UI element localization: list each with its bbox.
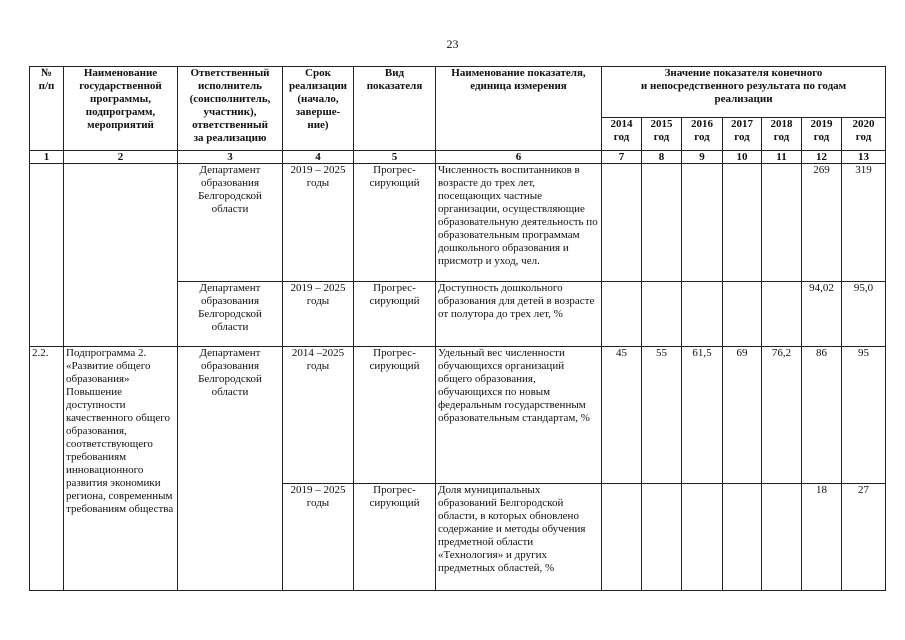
value-2018 <box>762 484 802 591</box>
header-kind: Вид показателя <box>354 67 436 151</box>
value-2014 <box>602 282 642 347</box>
value-2019: 94,02 <box>802 282 842 347</box>
value-2014 <box>602 484 642 591</box>
table-row <box>30 164 886 282</box>
value-2016 <box>682 484 723 591</box>
value-2020: 95,0 <box>842 282 886 347</box>
indicator-kind: Прогрес- сирующий <box>354 282 436 347</box>
program-name: Подпрограмма 2. «Развитие общего образования» Повышение доступности качественного общего образования, соответствующего требованиям инновационного развития экономики региона, современным требованиям общества <box>64 347 178 591</box>
row-number: 2.2. <box>30 347 64 591</box>
value-2020: 319 <box>842 164 886 282</box>
executor: Департамент образования Белгородской области <box>178 282 283 347</box>
value-2015 <box>642 164 682 282</box>
column-number: 6 <box>436 151 602 164</box>
page-number: 23 <box>446 37 459 51</box>
term: 2014 –2025 годы <box>283 347 354 484</box>
column-number: 12 <box>802 151 842 164</box>
indicator-name: Численность воспитанников в возрасте до трех лет, посещающих частные организации, осуществляющие образовательную деятельность по образовательным программам дошкольного образования и присмотр и уход, чел. <box>436 164 602 282</box>
value-2015 <box>642 484 682 591</box>
value-2017 <box>723 164 762 282</box>
term: 2019 – 2025 годы <box>283 484 354 591</box>
column-number: 5 <box>354 151 436 164</box>
term: 2019 – 2025 годы <box>283 164 354 282</box>
value-2019: 18 <box>802 484 842 591</box>
column-number: 1 <box>30 151 64 164</box>
value-2015: 55 <box>642 347 682 484</box>
value-2014 <box>602 164 642 282</box>
header-year: 2014 год <box>602 118 642 151</box>
program-name <box>64 164 178 347</box>
header-year: 2019 год <box>802 118 842 151</box>
indicator-name: Доля муниципальных образований Белгородской области, в которых обновлено содержание и методы обучения предметной области «Технология» и других предметных областей, % <box>436 484 602 591</box>
executor: Департамент образования Белгородской области <box>178 164 283 282</box>
header-executor: Ответственный исполнитель (соисполнитель, участник), ответственный за реализацию <box>178 67 283 151</box>
value-2019: 269 <box>802 164 842 282</box>
indicator-name: Доступность дошкольного образования для детей в возрасте от полутора до трех лет, % <box>436 282 602 347</box>
header-year: 2017 год <box>723 118 762 151</box>
column-number: 7 <box>602 151 642 164</box>
header-values-group: Значение показателя конечного и непосредственного результата по годам реализации <box>602 67 886 118</box>
value-2018 <box>762 164 802 282</box>
header-year: 2018 год <box>762 118 802 151</box>
indicator-kind: Прогрес- сирующий <box>354 164 436 282</box>
table-row <box>30 347 886 484</box>
executor: Департамент образования Белгородской области <box>178 347 283 591</box>
column-number: 8 <box>642 151 682 164</box>
value-2016 <box>682 164 723 282</box>
indicator-kind: Прогрес- сирующий <box>354 347 436 484</box>
column-number-row <box>30 151 886 164</box>
value-2017: 69 <box>723 347 762 484</box>
term: 2019 – 2025 годы <box>283 282 354 347</box>
column-number: 4 <box>283 151 354 164</box>
indicator-kind: Прогрес- сирующий <box>354 484 436 591</box>
column-number: 9 <box>682 151 723 164</box>
header-program: Наименование государственной программы, подпрограмм, мероприятий <box>64 67 178 151</box>
value-2017 <box>723 484 762 591</box>
header-num: № п/п <box>30 67 64 151</box>
value-2017 <box>723 282 762 347</box>
header-year: 2015 год <box>642 118 682 151</box>
value-2018 <box>762 282 802 347</box>
header-term: Срок реализации (начало, заверше- ние) <box>283 67 354 151</box>
column-number: 3 <box>178 151 283 164</box>
value-2018: 76,2 <box>762 347 802 484</box>
header-indicator: Наименование показателя, единица измерения <box>436 67 602 151</box>
indicators-table <box>29 66 886 591</box>
column-number: 13 <box>842 151 886 164</box>
indicator-name: Удельный вес численности обучающихся организаций общего образования, обучающихся по новым федеральным государственным образовательным стандартам, % <box>436 347 602 484</box>
value-2019: 86 <box>802 347 842 484</box>
value-2014: 45 <box>602 347 642 484</box>
value-2020: 27 <box>842 484 886 591</box>
header-year: 2016 год <box>682 118 723 151</box>
column-number: 11 <box>762 151 802 164</box>
column-number: 2 <box>64 151 178 164</box>
value-2015 <box>642 282 682 347</box>
header-year: 2020 год <box>842 118 886 151</box>
value-2016: 61,5 <box>682 347 723 484</box>
row-number <box>30 164 64 347</box>
value-2020: 95 <box>842 347 886 484</box>
column-number: 10 <box>723 151 762 164</box>
value-2016 <box>682 282 723 347</box>
